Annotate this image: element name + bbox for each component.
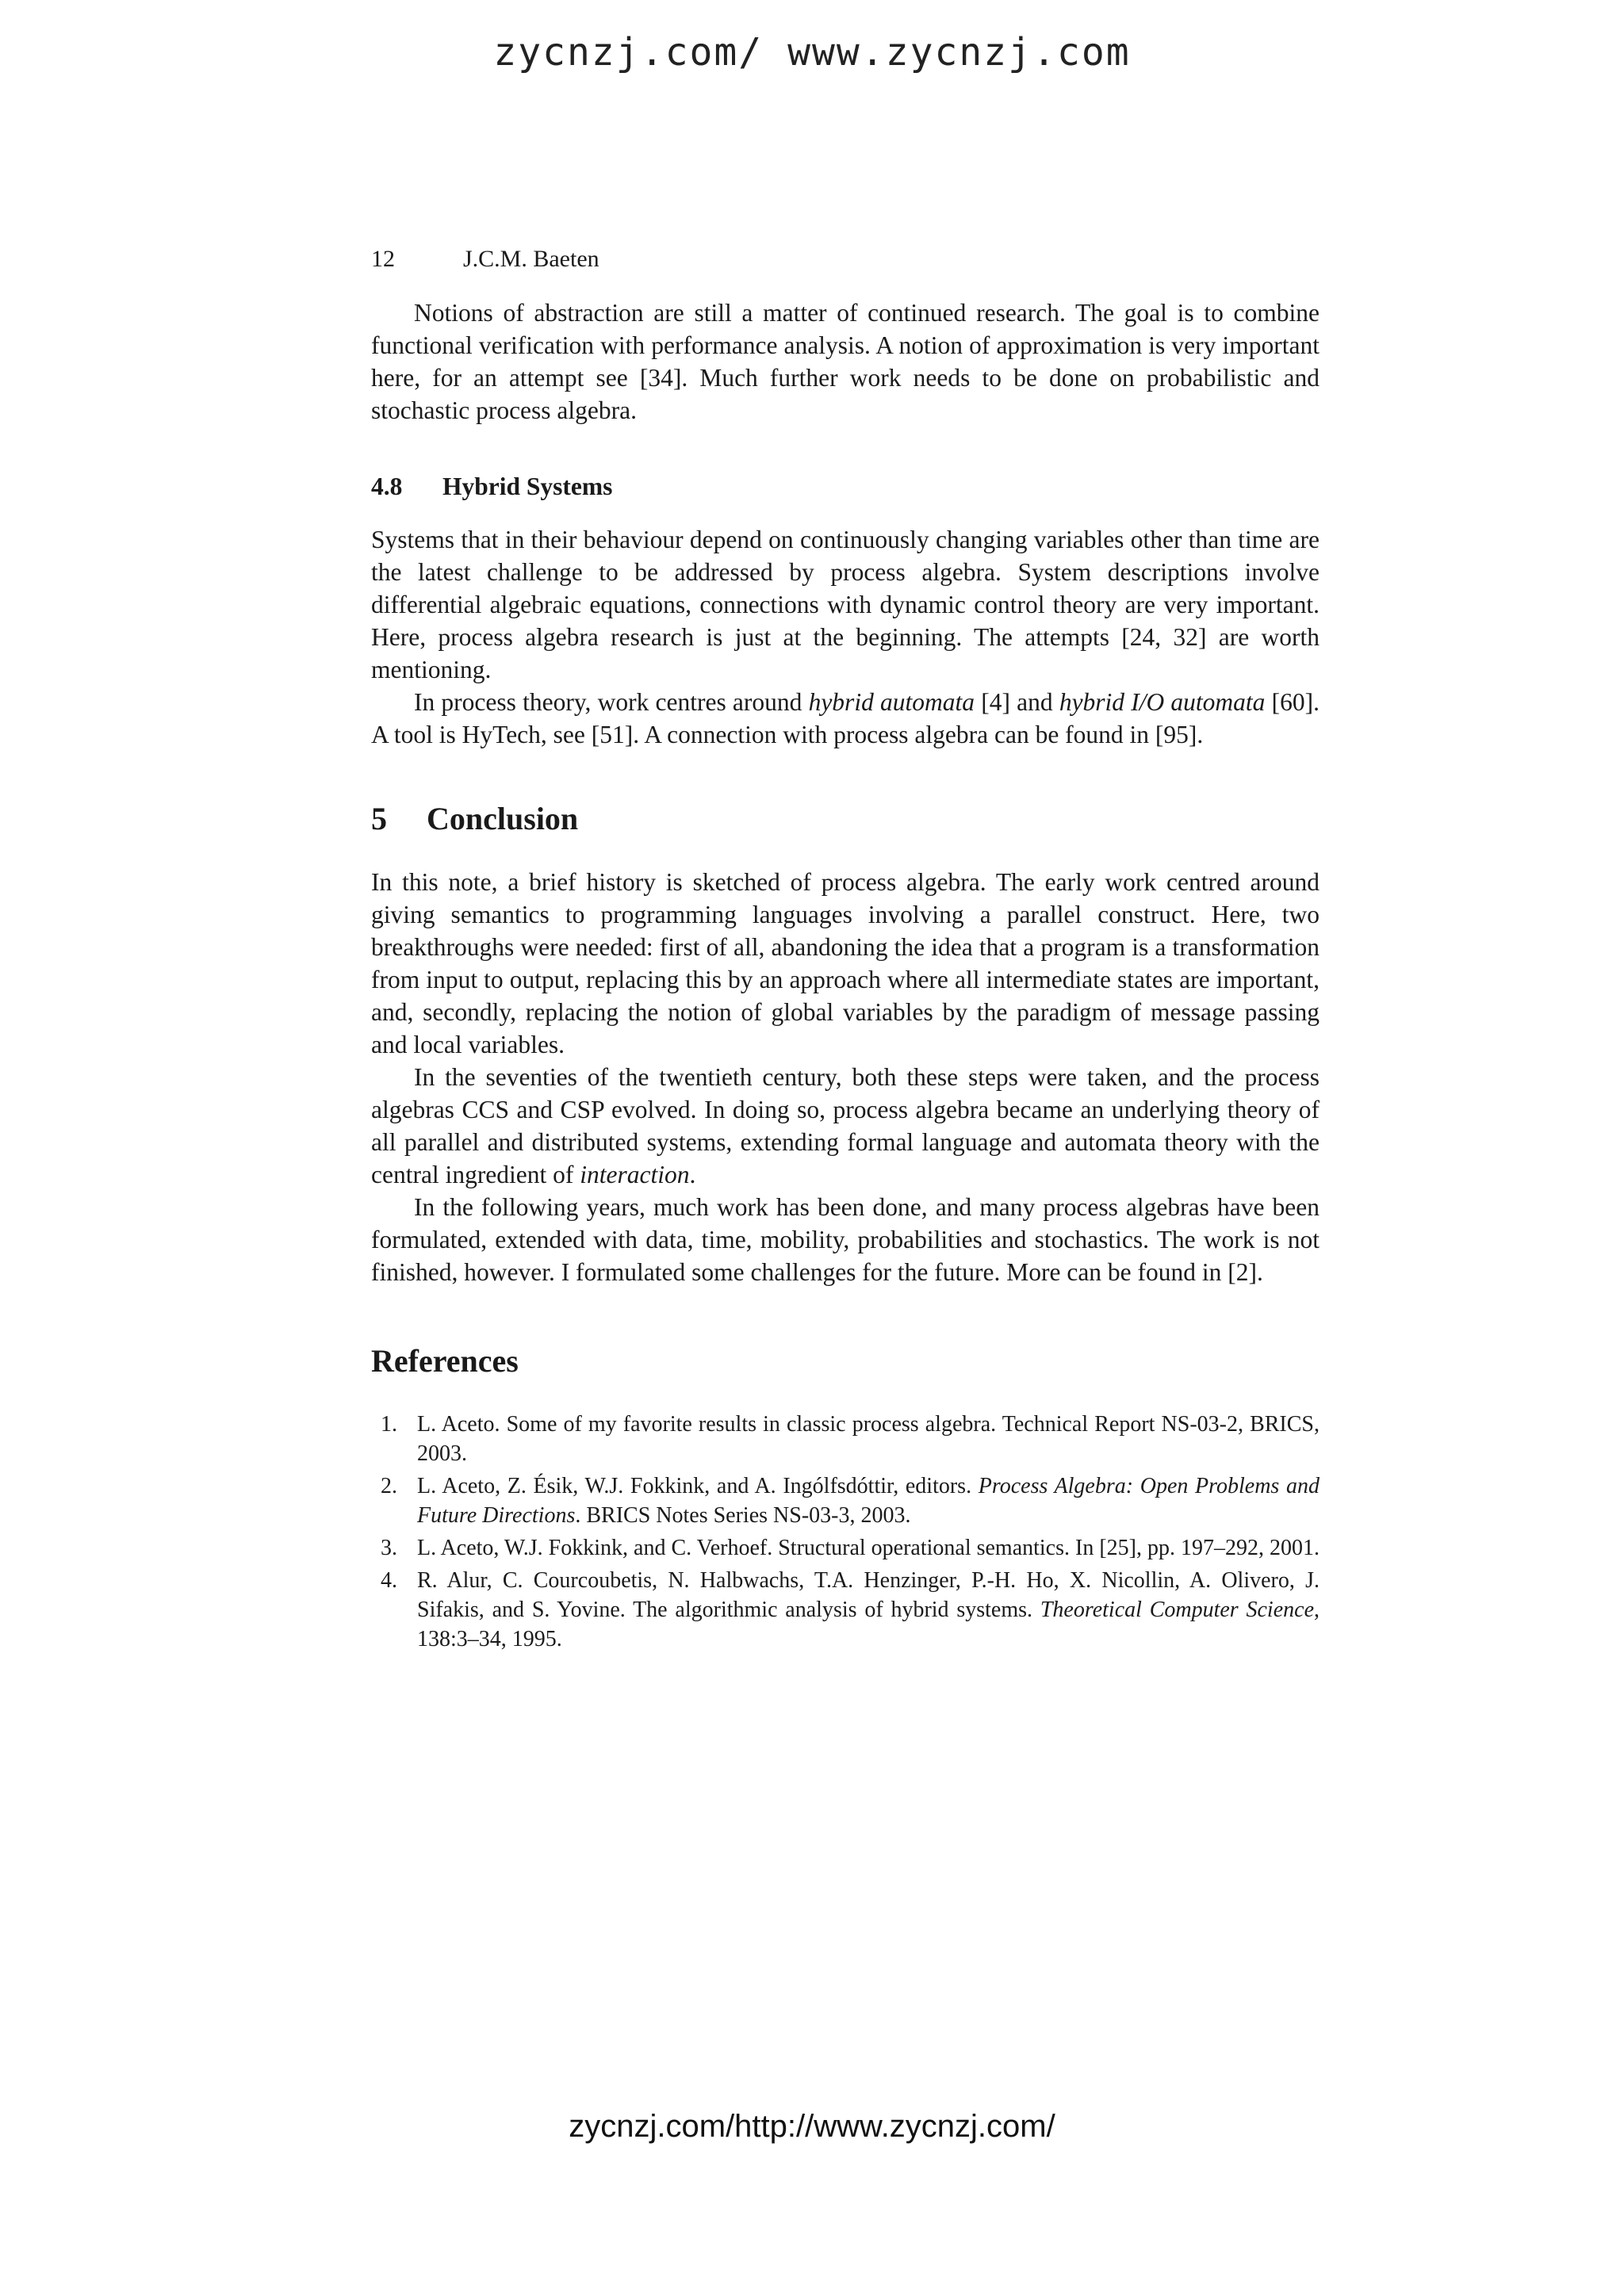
references-list bbox=[371, 1410, 1320, 1654]
reference-number: 3. bbox=[381, 1536, 397, 1560]
reference-item bbox=[371, 1410, 1320, 1468]
reference-item bbox=[371, 1471, 1320, 1530]
watermark-top: zycnzj.com/ www.zycnzj.com bbox=[493, 30, 1131, 75]
conclusion-paragraph-2 bbox=[371, 1061, 1320, 1191]
emphasis-hybrid-io-automata: hybrid I/O automata bbox=[1059, 688, 1266, 716]
section-4-8-title: Hybrid Systems bbox=[442, 473, 613, 500]
reference-text: R. Alur, C. Courcoubetis, N. Halbwachs, T.A. Henzinger, P.-H. Ho, X. Nicollin, A. Olivero, J. Sifakis, and S. Yovine. The algorithmic analysis of hybrid systems. bbox=[417, 1568, 1320, 1622]
conclusion-paragraph-1: In this note, a brief history is sketched of process algebra. The early work centred around giving semantics to programming languages involving a parallel construct. Here, two breakthroughs were needed: first of all, abandoning the idea that a program is a transformation from input to output, replacing this by an approach where all intermediate states are important, and, secondly, replacing the notion of global variables by the paradigm of message passing and local variables. bbox=[371, 868, 1320, 1058]
text-run: In the seventies of the twentieth century, both these steps were taken, and the process algebras CCS and CSP evolved. In doing so, process algebra became an underlying theory of all parallel and distributed systems, extending formal language and automata theory with the central ingredient of bbox=[371, 1063, 1320, 1188]
reference-text: L. Aceto, W.J. Fokkink, and C. Verhoef. Structural operational semantics. In [25], pp. 197–292, 2001. bbox=[417, 1536, 1320, 1560]
references-heading: References bbox=[371, 1343, 519, 1379]
page-number: 12 bbox=[371, 246, 395, 272]
reference-number: 1. bbox=[381, 1412, 397, 1437]
conclusion-paragraph-3: In the following years, much work has been done, and many process algebras have been formulated, extended with data, time, mobility, probabilities and stochastics. The work is not finished, however. I formulated some challenges for the future. More can be found in [2]. bbox=[371, 1193, 1320, 1286]
hybrid-systems-paragraph-2 bbox=[371, 686, 1320, 751]
paper-page bbox=[371, 246, 1320, 1657]
emphasis-interaction: interaction bbox=[580, 1161, 690, 1188]
reference-number: 4. bbox=[381, 1568, 397, 1593]
section-5-title: Conclusion bbox=[427, 801, 579, 836]
reference-item bbox=[371, 1566, 1320, 1654]
text-run: [4] and bbox=[975, 688, 1059, 716]
reference-text: . BRICS Notes Series NS-03-3, 2003. bbox=[575, 1503, 911, 1528]
reference-number: 2. bbox=[381, 1474, 397, 1498]
section-4-8-number: 4.8 bbox=[371, 473, 403, 500]
section-5-heading bbox=[371, 800, 1320, 837]
reference-italic: Theoretical Computer Science bbox=[1040, 1598, 1314, 1622]
reference-text: L. Aceto. Some of my favorite results in classic process algebra. Technical Report NS-03-2, BRICS, 2003. bbox=[417, 1412, 1320, 1466]
emphasis-hybrid-automata: hybrid automata bbox=[808, 688, 975, 716]
text-run: [60]. A tool is HyTech, see [51]. A connection with process algebra can be found in [95]. bbox=[371, 688, 1320, 748]
intro-paragraph: Notions of abstraction are still a matter of continued research. The goal is to combine functional verification with performance analysis. A notion of approximation is very important here, for an attempt see [34]. Much further work needs to be done on probabilistic and stochastic process algebra. bbox=[371, 299, 1320, 424]
running-head-author: J.C.M. Baeten bbox=[463, 246, 599, 272]
section-5-number: 5 bbox=[371, 801, 387, 836]
reference-italic: Process Algebra: Open Problems and Future Directions bbox=[417, 1474, 1320, 1528]
running-head bbox=[371, 246, 1320, 273]
reference-text: L. Aceto, Z. Ésik, W.J. Fokkink, and A. Ingólfsdóttir, editors. bbox=[417, 1474, 979, 1498]
text-run: . bbox=[689, 1161, 696, 1188]
section-4-8-heading bbox=[371, 473, 1320, 501]
watermark-bottom: zycnzj.com/http://www.zycnzj.com/ bbox=[569, 2109, 1055, 2144]
text-run: In process theory, work centres around bbox=[414, 688, 809, 716]
reference-text: , 138:3–34, 1995. bbox=[417, 1598, 1320, 1651]
hybrid-systems-paragraph-1: Systems that in their behaviour depend on continuously changing variables other than time are the latest challenge to be addressed by process algebra. System descriptions involve differential algebraic equations, connections with dynamic control theory are very important. Here, process algebra research is just at the beginning. The attempts [24, 32] are worth mentioning. bbox=[371, 526, 1320, 683]
reference-item bbox=[371, 1533, 1320, 1563]
